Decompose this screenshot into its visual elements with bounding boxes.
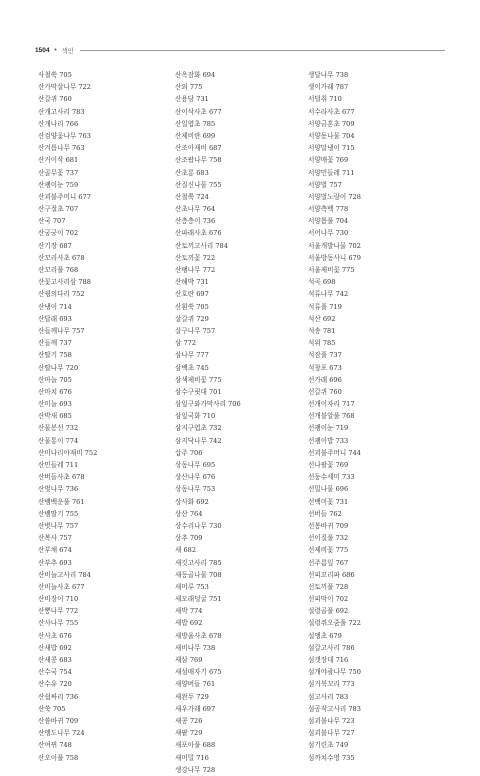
index-entry: 새섬매자기 675 — [175, 668, 222, 677]
index-entry: 서양벌노랑이 728 — [308, 192, 361, 201]
index-entry: 산여뀌 748 — [38, 741, 72, 750]
index-entry: 산토끼고사리 784 — [175, 241, 228, 250]
index-entry: 삼잎구와가막사리 706 — [175, 400, 241, 409]
index-entry: 서양매꽃 769 — [308, 156, 349, 165]
index-entry: 산마치 676 — [38, 387, 72, 396]
index-entry: 산괴불주머니 677 — [38, 192, 91, 201]
index-entry: 산박새 685 — [38, 412, 72, 421]
index-entry: 산민들레 711 — [38, 461, 79, 469]
header-separator: • — [53, 46, 58, 54]
index-entry: 산제비란 699 — [175, 131, 216, 140]
index-entry: 산비늘고사리 784 — [38, 570, 91, 579]
index-entry: 산마늘 705 — [38, 375, 72, 384]
index-entry: 산미늘 693 — [38, 400, 72, 409]
index-entry: 새박 774 — [175, 607, 203, 616]
index-entry: 선백미꽃 731 — [308, 497, 349, 506]
index-entry: 산조팝나무 758 — [175, 156, 222, 165]
index-entry: 산호란 697 — [175, 290, 209, 299]
index-entry: 산구절초 707 — [38, 205, 79, 214]
index-entry: 산옥잠화 694 — [175, 71, 216, 79]
index-entry: 석송 781 — [308, 326, 336, 335]
index-entry: 석류나무 742 — [308, 290, 349, 299]
index-entry: 새포아풀 688 — [175, 741, 216, 750]
index-entry: 삽주 706 — [175, 448, 203, 457]
index-entry: 섬기린초 749 — [308, 741, 349, 750]
index-entry: 새모래덩굴 751 — [175, 595, 222, 604]
index-entry: 산수국 754 — [38, 668, 72, 677]
index-entry: 섬고사리 783 — [308, 692, 349, 701]
index-entry: 석위 785 — [308, 339, 336, 348]
index-entry: 산검양옻나무 763 — [38, 131, 91, 140]
index-entry: 산새콩 683 — [38, 656, 72, 664]
index-entry: 산가막살나무 722 — [38, 83, 91, 92]
index-entry: 선이질풀 732 — [308, 534, 349, 543]
index-column-3 — [308, 69, 438, 764]
index-entry: 서울방동사니 679 — [308, 253, 361, 262]
index-entry: 산괭이눈 759 — [38, 180, 79, 189]
index-entry: 산개나리 766 — [38, 119, 79, 128]
index-entry: 생달나무 738 — [308, 71, 349, 79]
index-entry: 살구나무 757 — [175, 326, 216, 335]
index-entry: 선괭이밥 733 — [308, 436, 349, 445]
index-entry: 상산 764 — [175, 509, 203, 518]
index-entry: 상산나무 676 — [175, 473, 216, 482]
index-entry: 상동나무 695 — [175, 461, 216, 469]
section-title: 색인 — [61, 46, 74, 55]
index-entry: 석잠풀 737 — [308, 351, 342, 360]
index-entry: 산외 775 — [175, 83, 203, 92]
index-entry: 산새밥 692 — [38, 643, 72, 652]
index-entry: 삼색제비꽃 775 — [175, 375, 222, 384]
index-entry: 서양동나물 704 — [308, 131, 355, 140]
index-entry: 산골무꽃 737 — [38, 168, 79, 177]
index-entry: 산파래사초 676 — [175, 229, 222, 238]
index-entry: 산부추 693 — [38, 558, 72, 567]
index-entry: 상수리나무 730 — [175, 521, 222, 530]
index-entry: 산물봉선 732 — [38, 424, 79, 433]
index-entry: 새 682 — [175, 546, 197, 555]
index-entry: 산층층이 736 — [175, 217, 216, 226]
index-entry: 산꿩의다리 752 — [38, 290, 85, 299]
index-entry: 새등골나물 708 — [175, 570, 222, 579]
index-entry: 선버들 762 — [308, 509, 342, 518]
index-entry: 산질신나물 755 — [175, 180, 222, 189]
index-entry: 새머밀 716 — [175, 753, 209, 762]
index-entry: 새양버들 761 — [175, 680, 216, 689]
index-entry: 새삼 769 — [175, 656, 203, 664]
index-entry: 상추 709 — [175, 534, 203, 543]
index-entry: 산초롱 683 — [175, 168, 209, 177]
index-entry: 섬까치수영 735 — [308, 753, 355, 762]
index-entry: 새콩 726 — [175, 716, 203, 725]
index-entry: 산미나리아재비 752 — [38, 448, 98, 457]
index-entry: 선가래 696 — [308, 375, 342, 384]
index-entry: 서양민들레 711 — [308, 168, 355, 177]
index-entry: 산꽃고사리삼 788 — [38, 278, 91, 287]
index-entry: 산팽나무 772 — [175, 266, 216, 274]
index-entry: 산흰쑥 705 — [175, 302, 209, 311]
index-entry: 산복사 757 — [38, 534, 72, 543]
index-entry: 산볏나무 757 — [38, 521, 79, 530]
index-entry: 섬공작고사리 783 — [308, 704, 361, 713]
index-columns — [38, 69, 458, 774]
index-entry: 새팥 729 — [175, 729, 203, 738]
index-entry: 산들깨 737 — [38, 339, 72, 348]
index-entry: 섬괴불나무 727 — [308, 729, 355, 738]
index-entry: 산달래 693 — [38, 314, 72, 323]
index-entry: 삼잎국화 710 — [175, 412, 216, 421]
index-entry: 설령쥐오줌풀 722 — [308, 619, 361, 628]
index-entry: 산뽕나무 772 — [38, 607, 79, 616]
index-entry: 섬개야광나무 750 — [308, 668, 361, 677]
index-entry: 산부채 674 — [38, 546, 72, 555]
index-entry: 산이삭사초 677 — [175, 107, 222, 116]
index-entry: 산쑥 705 — [38, 704, 66, 713]
index-entry: 새우가래 697 — [175, 704, 216, 713]
index-entry: 산일엽초 785 — [175, 119, 216, 128]
index-entry: 선피꼬리파 686 — [308, 570, 355, 579]
index-entry: 산쉽싸리 736 — [38, 692, 79, 701]
index-entry: 선토끼풀 728 — [308, 582, 349, 591]
index-entry: 서수라사초 677 — [308, 107, 355, 116]
index-entry: 산버들사초 678 — [38, 473, 85, 482]
index-entry: 산꼬리풀 768 — [38, 266, 79, 274]
index-entry: 서어나무 730 — [308, 229, 349, 238]
index-entry: 선밀나물 696 — [308, 485, 349, 494]
index-entry: 새완두 729 — [175, 692, 209, 701]
index-entry: 산수유 720 — [38, 680, 72, 689]
index-entry: 서울제비꽃 775 — [308, 266, 355, 274]
index-entry: 서덜취 710 — [308, 95, 342, 104]
index-entry: 상사화 692 — [175, 497, 209, 506]
index-entry: 산비늘사초 677 — [38, 582, 85, 591]
index-entry: 새깃고사리 785 — [175, 558, 222, 567]
index-entry: 산꼬리사초 678 — [38, 253, 85, 262]
index-entry: 삼지구엽초 732 — [175, 424, 222, 433]
index-entry: 선제비꽃 775 — [308, 546, 349, 555]
index-entry: 섬갯장대 716 — [308, 656, 349, 664]
index-entry: 선봉바귀 709 — [308, 521, 349, 530]
index-entry: 생강나무 728 — [175, 765, 216, 774]
index-entry: 설앵초 679 — [308, 631, 342, 640]
index-entry: 석류풀 719 — [308, 302, 342, 311]
index-entry: 선둥수세미 733 — [308, 473, 355, 482]
index-entry: 산벚나무 736 — [38, 485, 79, 494]
index-entry: 선주름잎 767 — [308, 558, 349, 567]
index-entry: 산비장이 710 — [38, 595, 79, 604]
page-number: 1504 — [35, 46, 50, 54]
index-entry: 산사나무 755 — [38, 619, 79, 628]
index-column-2 — [175, 69, 305, 776]
index-entry: 산국 707 — [38, 217, 66, 226]
index-entry: 삼 772 — [175, 339, 197, 348]
index-entry: 산뱀백운풀 761 — [38, 497, 85, 506]
index-entry: 산용담 731 — [175, 95, 209, 104]
index-entry: 산궁궁이 702 — [38, 229, 79, 238]
index-entry: 석창포 673 — [308, 363, 342, 372]
header-rule — [80, 50, 445, 51]
index-entry: 산앵도나무 724 — [38, 729, 85, 738]
index-entry: 산기장 687 — [38, 241, 72, 250]
index-entry: 산씀바귀 709 — [38, 716, 79, 725]
index-entry: 산개고사리 783 — [38, 107, 85, 116]
index-entry: 산초나무 764 — [175, 205, 216, 214]
index-entry: 사철쑥 705 — [38, 71, 72, 79]
index-entry: 새방울사초 678 — [175, 631, 222, 640]
index-entry: 선개이자리 717 — [308, 400, 355, 409]
index-entry: 새밥 692 — [175, 619, 203, 628]
index-entry: 서양벌 757 — [308, 180, 342, 189]
index-entry: 서양금혼초 709 — [308, 119, 355, 128]
index-entry: 선피막이 702 — [308, 595, 349, 604]
index-entry: 서양말냉이 715 — [308, 144, 355, 153]
index-entry: 서양톱풀 704 — [308, 217, 349, 226]
index-entry: 삼지닥나무 742 — [175, 436, 222, 445]
index-entry: 산조아재비 687 — [175, 144, 222, 153]
index-entry: 석곡 698 — [308, 278, 336, 287]
index-entry: 선갈퀴 760 — [308, 387, 342, 396]
index-entry: 산뱀딸기 755 — [38, 509, 79, 518]
index-entry: 산냉이 714 — [38, 302, 72, 311]
index-entry: 삼나무 777 — [175, 351, 209, 360]
index-entry: 산오이풀 758 — [38, 753, 79, 762]
index-entry: 산철쭉 724 — [175, 192, 209, 201]
index-entry: 삼백초 745 — [175, 363, 209, 372]
index-entry: 선나팔꽃 769 — [308, 461, 349, 469]
index-column-1 — [38, 69, 168, 764]
index-entry: 생이가래 787 — [308, 83, 349, 92]
index-entry: 새비나무 738 — [175, 643, 216, 652]
index-entry: 산거이삭 681 — [38, 156, 79, 165]
index-entry: 선괭이눈 719 — [308, 424, 349, 433]
index-entry: 서울개발나물 702 — [308, 241, 361, 250]
index-entry: 삼수구릿대 701 — [175, 387, 222, 396]
index-entry: 산물통이 774 — [38, 436, 79, 445]
index-entry: 산해박 731 — [175, 278, 209, 287]
index-entry: 산들깨나무 757 — [38, 326, 85, 335]
index-entry: 섬갈고사리 786 — [308, 643, 355, 652]
page-header — [35, 44, 445, 56]
index-entry: 산겨릅나무 763 — [38, 144, 85, 153]
index-entry: 선개불알풀 768 — [308, 412, 355, 421]
index-entry: 선괴불주머니 744 — [308, 448, 361, 457]
index-entry: 산딸나무 720 — [38, 363, 79, 372]
index-entry: 산사초 676 — [38, 631, 72, 640]
index-entry: 살갈퀴 729 — [175, 314, 209, 323]
index-entry: 석산 692 — [308, 314, 336, 323]
index-entry: 섬거북꼬리 773 — [308, 680, 355, 689]
index-entry: 상동나무 753 — [175, 485, 216, 494]
index-entry: 산토끼꽃 722 — [175, 253, 216, 262]
index-entry: 산갈퀴 760 — [38, 95, 72, 104]
index-entry: 새머루 753 — [175, 582, 209, 591]
index-entry: 설령골풀 692 — [308, 607, 349, 616]
index-entry: 산딸기 758 — [38, 351, 72, 360]
index-entry: 서양측백 778 — [308, 205, 349, 214]
index-entry: 섬괴불나무 723 — [308, 716, 355, 725]
